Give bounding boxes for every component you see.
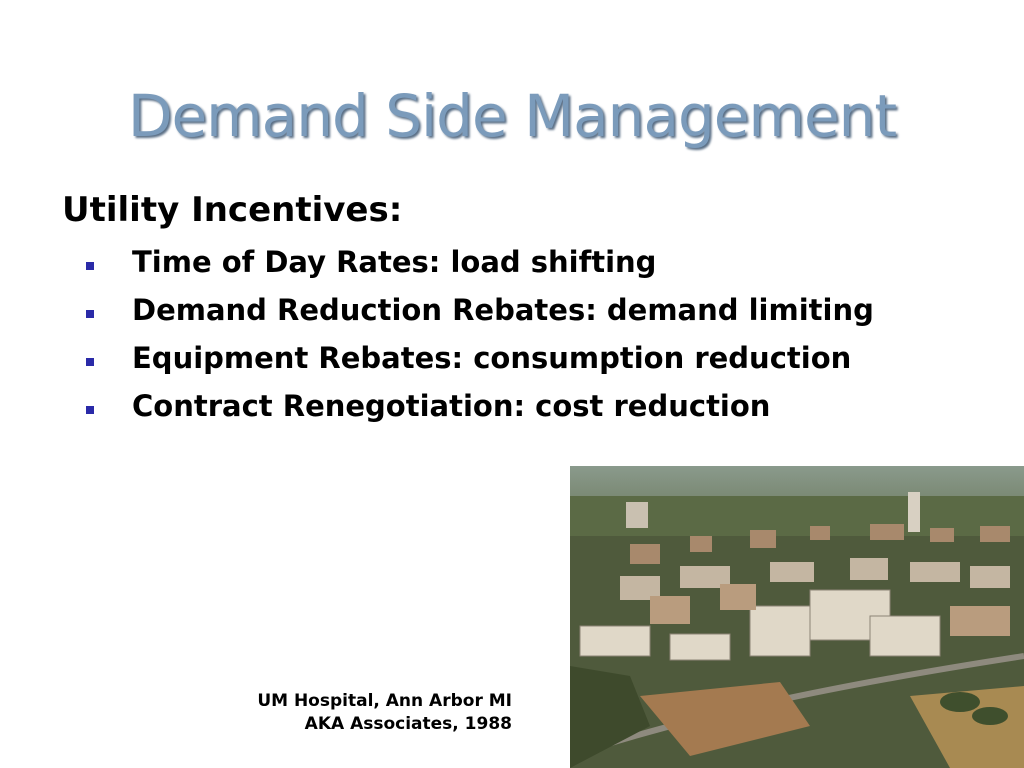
bullet-item	[0, 293, 900, 337]
bullet-text: Demand Reduction Rebates: demand limiting	[132, 293, 874, 327]
aerial-hospital-photo	[570, 466, 1024, 768]
bullet-item	[0, 341, 900, 385]
square-bullet-icon	[86, 358, 94, 366]
aerial-photo-illustration	[570, 466, 1024, 768]
section-heading: Utility Incentives:	[62, 190, 403, 230]
caption-credit: AKA Associates, 1988	[304, 714, 512, 734]
bullet-text: Contract Renegotiation: cost reduction	[132, 389, 771, 423]
bullet-text: Equipment Rebates: consumption reduction	[132, 341, 852, 375]
photo-caption	[257, 690, 512, 736]
caption-location: UM Hospital, Ann Arbor MI	[257, 691, 512, 711]
square-bullet-icon	[86, 310, 94, 318]
bullet-item	[0, 245, 900, 289]
bullet-item	[0, 389, 900, 433]
bullet-text: Time of Day Rates: load shifting	[132, 245, 657, 279]
square-bullet-icon	[86, 262, 94, 270]
slide-title: Demand Side Management	[127, 82, 897, 150]
square-bullet-icon	[86, 406, 94, 414]
